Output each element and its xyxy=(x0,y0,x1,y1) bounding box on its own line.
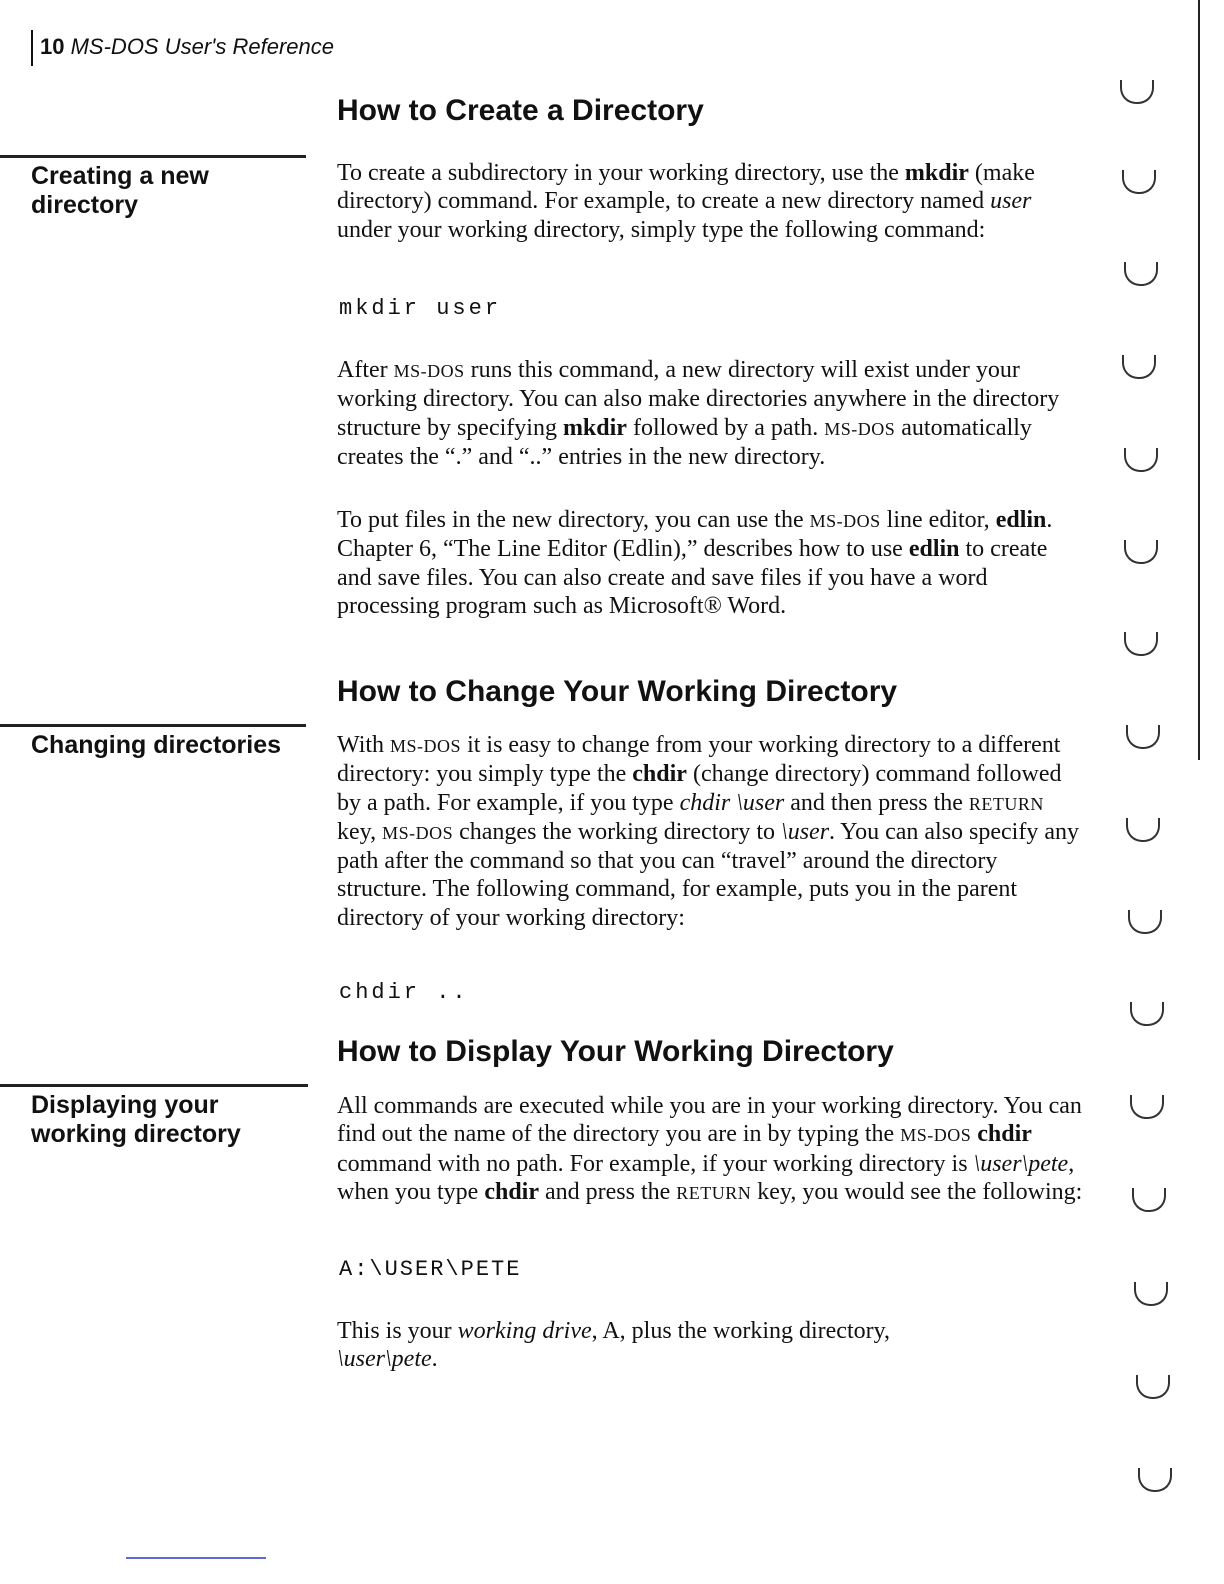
binder-hole-icon xyxy=(1128,910,1162,934)
binder-hole-icon xyxy=(1120,80,1154,104)
code-chdir-parent: chdir .. xyxy=(339,980,469,1005)
page-edge-line xyxy=(1198,0,1200,760)
page-number: 10 xyxy=(40,34,65,59)
heading-display-directory: How to Display Your Working Directory xyxy=(337,1035,894,1068)
binder-hole-icon xyxy=(1132,1188,1166,1212)
sidebar-displaying: Displaying your working directory xyxy=(31,1091,241,1148)
heading-change-directory: How to Change Your Working Directory xyxy=(337,675,898,708)
binder-hole-icon xyxy=(1130,1095,1164,1119)
header-rule xyxy=(31,30,33,66)
paragraph-2: After MS-DOS runs this command, a new directory will exist under your working directory. You can also make directories anywhere in the directory structure by specifying mkdir followed by a path. MS-DOS automatically creates the “.” and “..” entries in the new directory. xyxy=(337,357,1060,470)
book-title: MS-DOS User's Reference xyxy=(70,34,334,59)
paragraph-4: With MS-DOS it is easy to change from your working directory to a different directory: you simply type the chdir (change directory) command followed by a path. For example, if you type chdir \user and then press the RETURN key, MS-DOS changes the working directory to \user. You can also specify any path after the command so that you can “travel” around the directory structure. The following command, for example, puts you in the parent directory of your working directory: xyxy=(337,732,1079,931)
paragraph-3: To put files in the new directory, you can use the MS-DOS line editor, edlin. Chapter 6, “The Line Editor (Edlin),” describes how to use edlin to create and save files. You can also create and save files if you have a word processing program such as Microsoft® Word. xyxy=(337,507,1053,619)
binder-hole-icon xyxy=(1124,448,1158,472)
binder-hole-icon xyxy=(1134,1282,1168,1306)
code-mkdir: mkdir user xyxy=(339,296,502,321)
binder-hole-icon xyxy=(1130,1002,1164,1026)
sidebar-changing: Changing directories xyxy=(31,731,282,759)
binder-hole-icon xyxy=(1124,632,1158,656)
paragraph-1: To create a subdirectory in your working directory, use the mkdir (make directory) command. For example, to create a new directory named user under your working directory, simply type the following command: xyxy=(337,160,1035,243)
sidebar-creating: Creating a new directory xyxy=(31,162,209,219)
bottom-accent-line xyxy=(126,1557,266,1559)
page-header xyxy=(40,34,334,60)
paragraph-5: All commands are executed while you are in your working directory. You can find out the name of the directory you are in by typing the MS-DOS chdir command with no path. For example, if your working directory is \user\pete, when you type chdir and press the RETURN key, you would see the following: xyxy=(337,1093,1083,1205)
binder-hole-icon xyxy=(1122,355,1156,379)
binder-hole-icon xyxy=(1136,1375,1170,1399)
code-prompt-output: A:\USER\PETE xyxy=(339,1257,522,1282)
binder-hole-icon xyxy=(1122,170,1156,194)
sidebar-rule-3 xyxy=(0,1084,308,1087)
binder-hole-icon xyxy=(1126,818,1160,842)
binder-hole-icon xyxy=(1124,540,1158,564)
paragraph-6: This is your working drive, A, plus the working directory, \user\pete. xyxy=(337,1318,891,1373)
sidebar-rule-2 xyxy=(0,724,306,727)
heading-create-directory: How to Create a Directory xyxy=(337,94,704,127)
binder-hole-icon xyxy=(1124,262,1158,286)
binder-hole-icon xyxy=(1138,1468,1172,1492)
binder-hole-icon xyxy=(1126,725,1160,749)
sidebar-rule-1 xyxy=(0,155,306,158)
